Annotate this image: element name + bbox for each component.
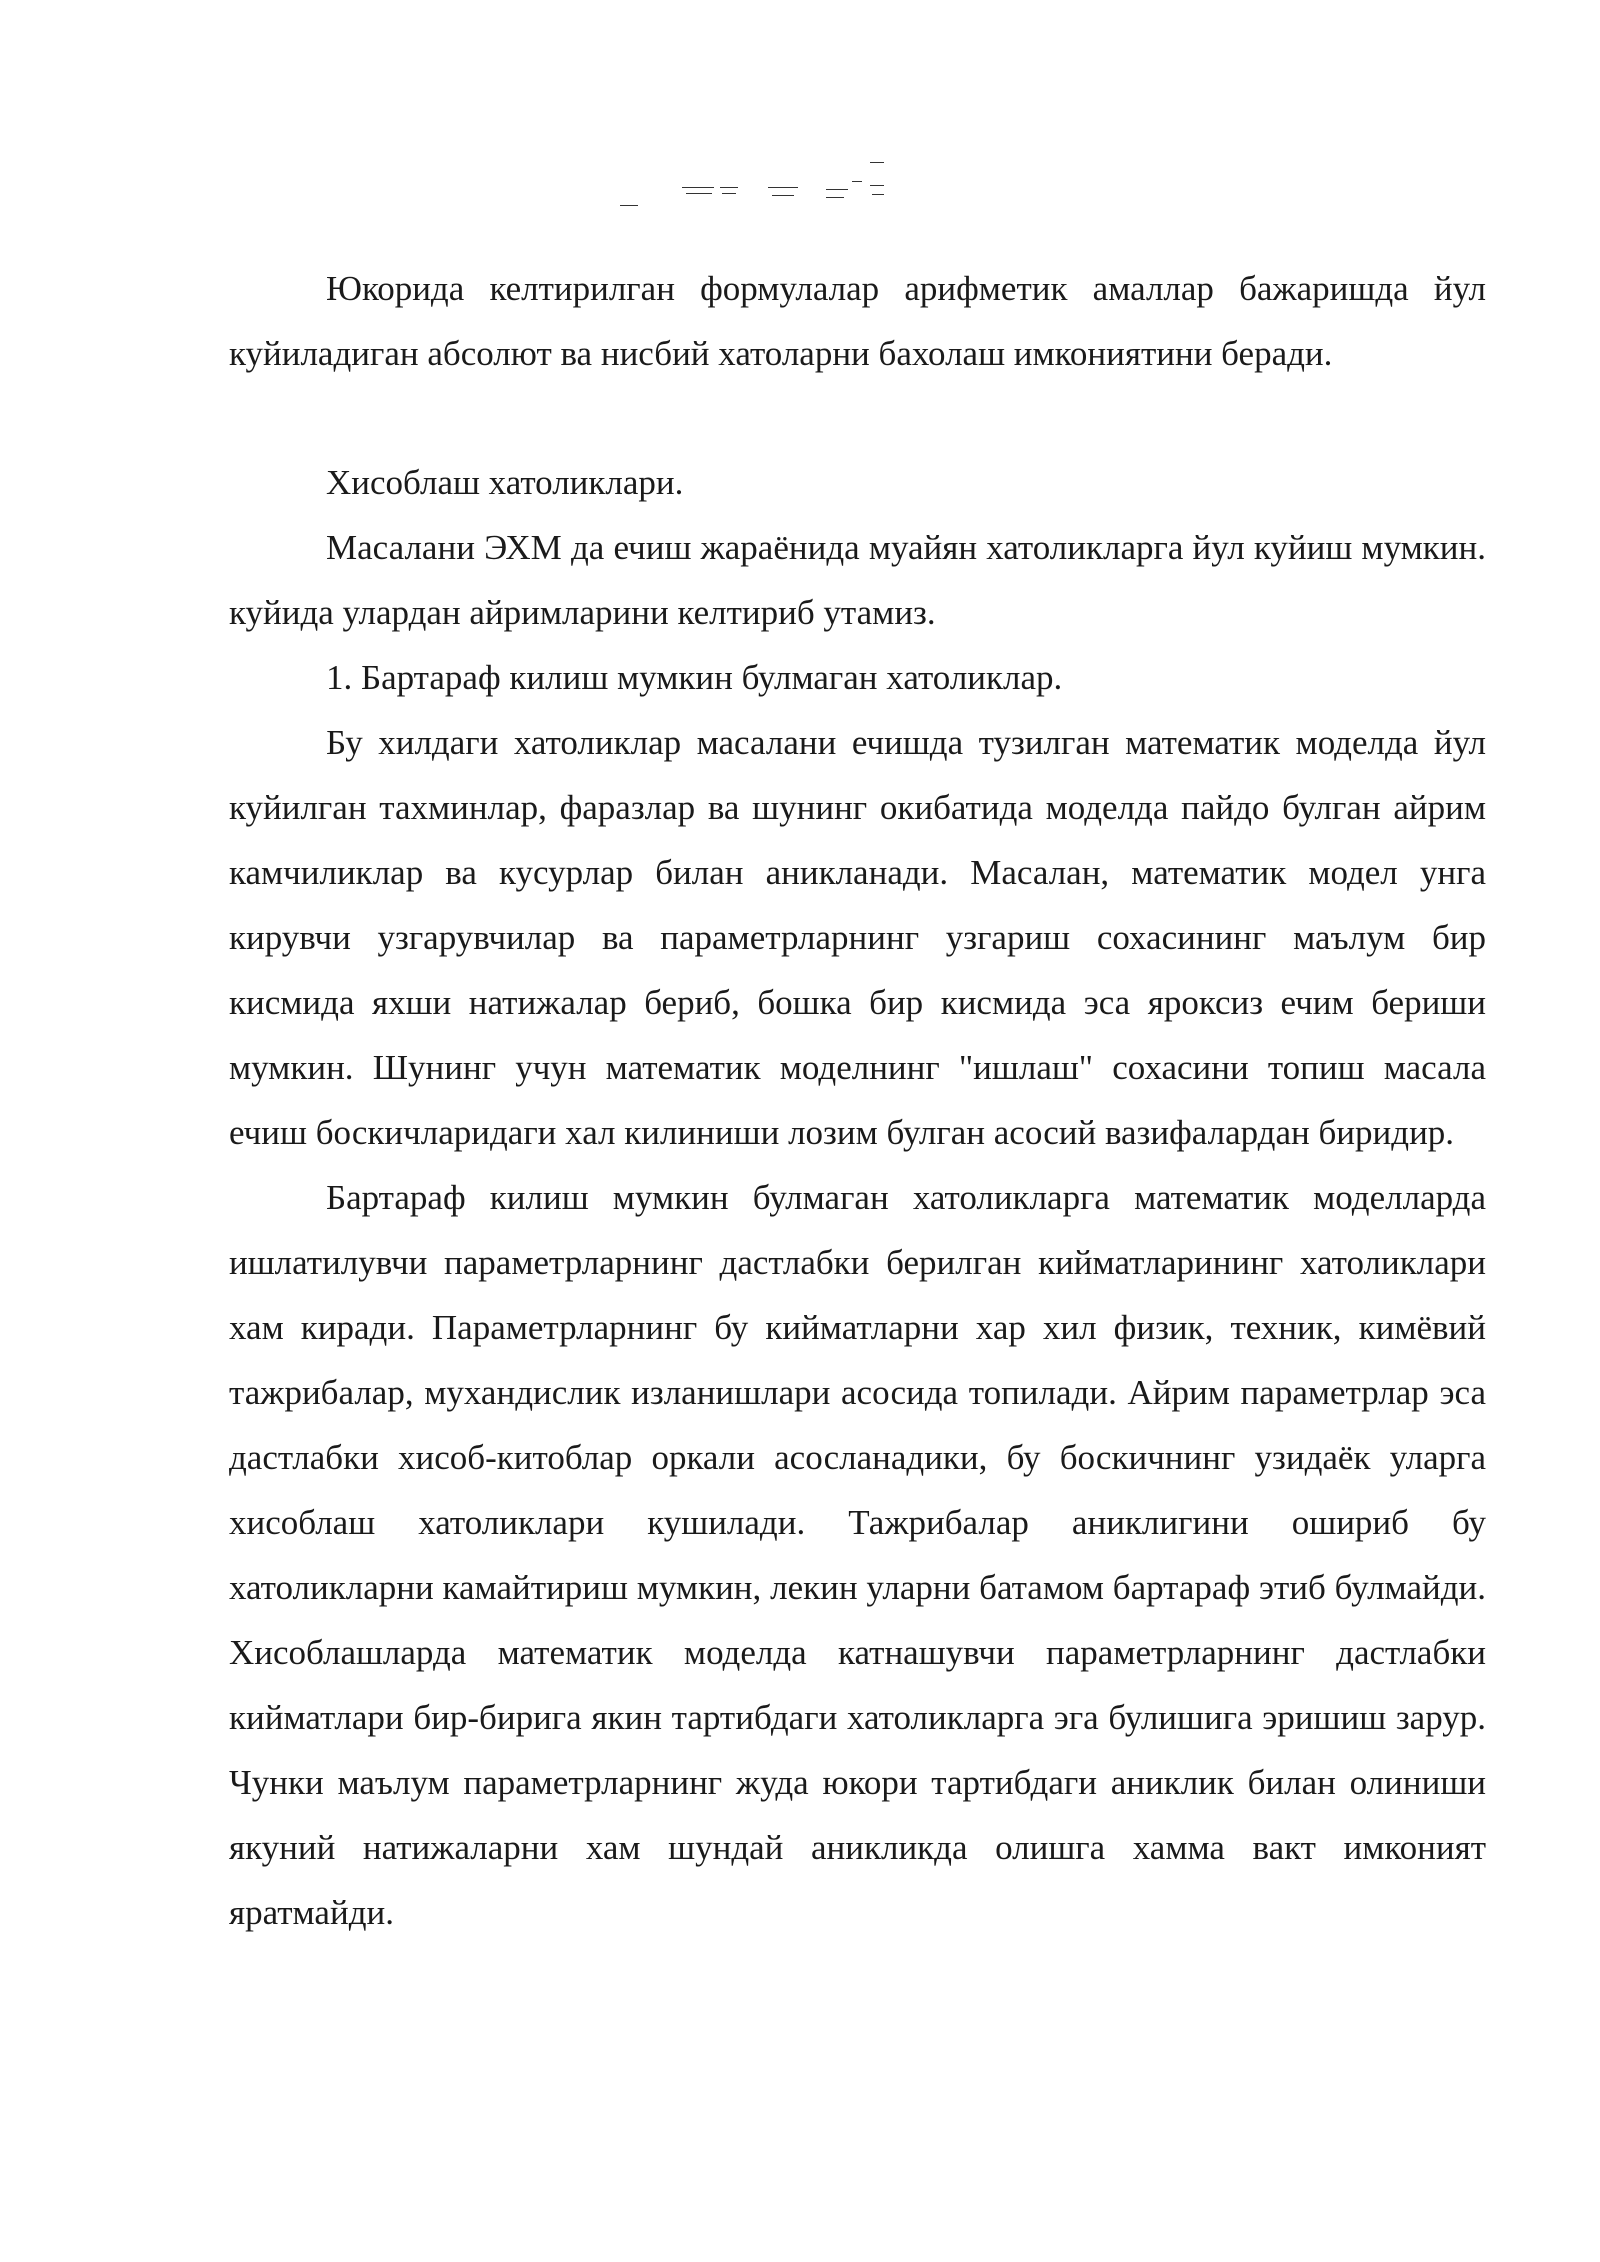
intro-text [229,256,1486,386]
formula-stroke [772,195,794,196]
formula-fragment [620,150,980,220]
formula-stroke [826,197,844,198]
formula-stroke [686,193,712,194]
paragraph-parameter-errors: Бартараф килиш мумкин булмаган хатоликларга математик моделларда ишлатилувчи параметрларнинг дастлабки берилган кийматларининг хатоликлари хам киради. Параметрларнинг бу кийматларни хар хил физик, техник, кимёвий тажрибалар, мухандислик изланишлари асосида топилади. Айрим параметрлар эса дастлабки хисоб-китоблар оркали асосланадики, бу боскичнинг узидаёк уларга хисоблаш хатоликлари кушилади. Тажрибалар аниклигини ошириб бу хатоликларни камайтириш мумкин, лекин уларни батамом бартараф этиб булмайди. Хисоблашларда математик моделда катнашувчи параметрларнинг дастлабки кийматлари бир-бирига якин тартибдаги хатоликларга эга булишига эришиш зарур. Чунки маълум параметрларнинг жуда юкори тартибдаги аниклик билан олиниши якуний натижаларни хам шундай аникликда олишга хамма вакт имконият яратмайди. [229,1178,1486,1932]
paragraph-model-errors: Бу хилдаги хатоликлар масалани ечишда тузилган математик моделда йул куйилган тахминлар, фаразлар ва шунинг окибатида моделда пайдо булган айрим камчиликлар ва кусурлар билан аникланади. Масалан, математик модел унга кирувчи узгарувчилар ва параметрларнинг узгариш сохасининг маълум бир кисмида яхши натижалар бериб, бошка бир кисмида эса яроксиз ечим бериши мумкин. Шунинг учун математик моделнинг "ишлаш" сохасини топиш масала ечиш боскичларидаги хал килиниши лозим булган асосий вазифалардан биридир. [229,723,1486,1152]
formula-stroke [768,187,798,188]
paragraph-formula-summary: Юкорида келтирилган формулалар арифметик амаллар бажаришда йул куйиладиган абсолют ва нисбий хатоларни бахолаш имкониятини беради. [229,269,1486,373]
formula-stroke [722,193,736,194]
section-heading: Хисоблаш хатоликлари. [326,463,684,502]
formula-stroke [826,189,848,190]
paragraph-intro: Масалани ЭХМ да ечиш жараёнида муайян хатоликларга йул куйиш мумкин. куйида улардан айримларини келтириб утамиз. [229,528,1486,632]
formula-stroke [852,181,862,182]
formula-stroke [682,187,714,188]
body-text [229,450,1486,1945]
formula-stroke [872,194,884,195]
formula-stroke [620,205,638,206]
formula-stroke [870,162,884,163]
formula-stroke [870,185,884,186]
list-item-heading: 1. Бартараф килиш мумкин булмаган хатоликлар. [326,658,1063,697]
formula-stroke [720,187,738,188]
